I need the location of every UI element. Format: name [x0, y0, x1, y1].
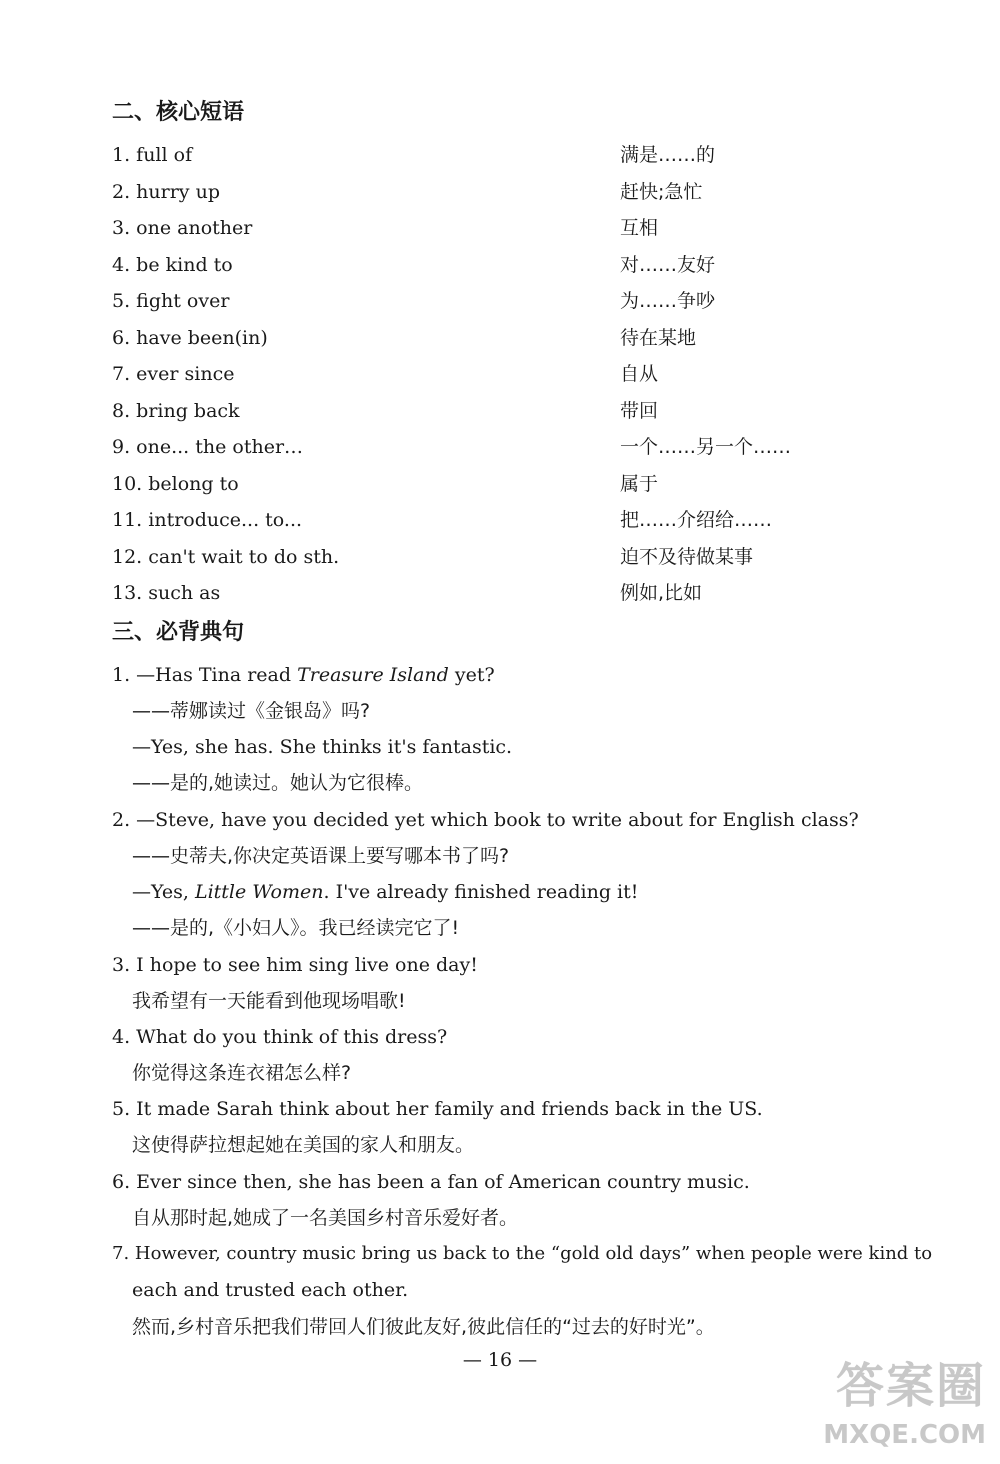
phrase-chinese: 迫不及待做某事	[620, 545, 754, 568]
phrase-english: 11. introduce... to...	[112, 509, 303, 531]
sentence-2-en-question: 2. —Steve, have you decided yet which book to write about for English class?	[112, 809, 859, 831]
phrase-chinese: 带回	[620, 399, 659, 422]
page-number: — 16 —	[462, 1349, 538, 1371]
watermark-site-text: MXQE.COM	[823, 1420, 986, 1450]
sentence-4-zh: 你觉得这条连衣裙怎么样?	[132, 1062, 352, 1084]
sentence-2-zh-question: ——史蒂夫,你决定英语课上要写哪本书了吗?	[132, 845, 510, 867]
sentence-1-zh-question: ——蒂娜读过《金银岛》吗?	[132, 700, 371, 722]
watermark-logo-text: 答案圈	[835, 1358, 986, 1414]
book-title-little-women: Little Women	[194, 881, 324, 903]
phrase-english: 4. be kind to	[112, 253, 233, 276]
book-title-treasure-island: Treasure Island	[297, 664, 449, 686]
phrase-english: 12. can't wait to do sth.	[112, 545, 340, 568]
phrase-chinese: 属于	[620, 472, 659, 495]
phrase-english: 9. one... the other…	[112, 436, 304, 458]
sentence-1-zh-answer: ——是的,她读过。她认为它很棒。	[132, 772, 424, 794]
sentence-3-en: 3. I hope to see him sing live one day!	[112, 954, 478, 976]
phrase-chinese: 为……争吵	[620, 290, 716, 312]
phrase-english: 8. bring back	[112, 399, 240, 422]
phrase-english: 1. full of	[112, 144, 193, 166]
phrase-chinese: 满是……的	[620, 144, 716, 166]
sentence-3-zh: 我希望有一天能看到他现场唱歌!	[132, 990, 406, 1012]
sentence-5-en: 5. It made Sarah think about her family and friends back in the US.	[112, 1098, 763, 1120]
watermark-logo	[796, 1358, 986, 1450]
sentence-1-en-question: 1. —Has Tina read Treasure Island yet?	[112, 664, 495, 686]
phrase-english: 13. such as	[112, 582, 221, 604]
phrase-chinese: 自从	[620, 363, 659, 385]
phrase-chinese: 互相	[620, 217, 659, 239]
phrase-chinese: 赶快;急忙	[620, 180, 703, 203]
phrase-english: 2. hurry up	[112, 180, 220, 203]
phrase-chinese: 对……友好	[620, 253, 716, 276]
sentence-1-en-answer: —Yes, she has. She thinks it's fantastic.	[132, 736, 513, 758]
phrase-english: 6. have been(in)	[112, 326, 268, 349]
sentence-6-zh: 自从那时起,她成了一名美国乡村音乐爱好者。	[132, 1207, 519, 1229]
sentence-2-zh-answer: ——是的,《小妇人》。我已经读完它了!	[132, 917, 460, 939]
phrase-chinese: 把……介绍给……	[620, 509, 773, 531]
sentence-5-zh: 这使得萨拉想起她在美国的家人和朋友。	[132, 1134, 475, 1156]
sentence-7-zh: 然而,乡村音乐把我们带回人们彼此友好,彼此信任的“过去的好时光”。	[132, 1316, 715, 1338]
phrase-english: 5. fight over	[112, 290, 230, 312]
section-heading-core-phrases: 二、核心短语	[112, 100, 245, 125]
sentence-4-en: 4. What do you think of this dress?	[112, 1026, 448, 1048]
phrase-english: 10. belong to	[112, 472, 239, 495]
sentence-6-en: 6. Ever since then, she has been a fan of American country music.	[112, 1171, 750, 1193]
phrase-chinese: 例如,比如	[620, 582, 703, 604]
sentence-7-en-line2: each and trusted each other.	[132, 1279, 409, 1301]
phrase-chinese: 待在某地	[620, 326, 697, 349]
sentence-7-en-line1: 7. However, country music bring us back to the “gold old days” when people were kind to	[112, 1243, 933, 1264]
phrase-english: 3. one another	[112, 217, 253, 239]
phrase-chinese: 一个……另一个……	[620, 436, 792, 458]
sentence-2-en-answer: —Yes, Little Women. I've already finished reading it!	[132, 881, 639, 903]
section-heading-key-sentences: 三、必背典句	[112, 620, 245, 645]
phrase-english: 7. ever since	[112, 363, 235, 385]
